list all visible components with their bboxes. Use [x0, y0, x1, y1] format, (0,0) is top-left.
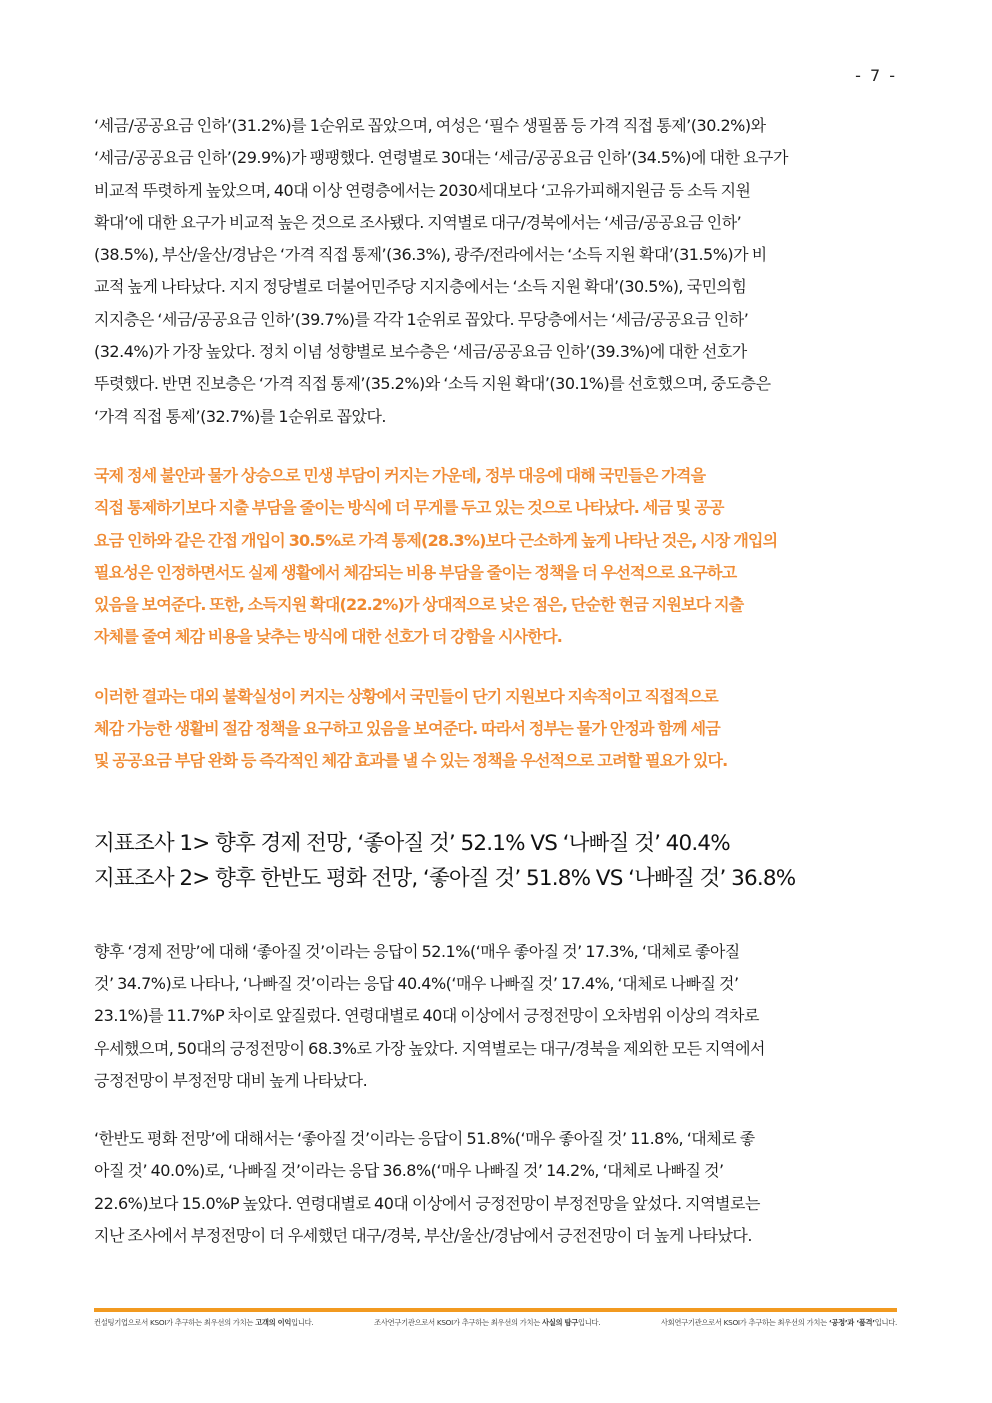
footer-slogan-social: 사회연구기관으로서 KSOI가 추구하는 최우선의 가치는 ‘공정’과 ‘품격’입니다. — [660, 1318, 897, 1327]
page-number: - 7 - — [855, 66, 897, 85]
document-body — [94, 110, 897, 1252]
headline-survey-1: 지표조사 1> 향후 경제 전망, ‘좋아질 것’ 52.1% VS ‘나빠질 것’ 40.4% — [94, 830, 730, 856]
footer-slogan-research: 조사연구기관으로서 KSOI가 추구하는 최우선의 가치는 사실의 탐구입니다. — [374, 1318, 601, 1327]
footer-slogans — [94, 1318, 897, 1328]
survey-headlines — [94, 826, 897, 896]
body-paragraph-peace-outlook: ‘한반도 평화 전망’에 대해서는 ‘좋아질 것’이라는 응답이 51.8%(‘매우 좋아질 것’ 11.8%, ‘대체로 좋 아질 것’ 40.0%)로, ‘나빠질 것’이라는 응답 36.8%(‘매우 나빠질 것’ 14.2%, ‘대체로 나빠질 것’ 22.6%)보다 15.0%P 높았다. 연령대별로 40대 이상에서 긍정전망이 부정전망을 앞섰다. 지역별로는 지난 조사에서 부정전망이 더 우세했던 대구/경북, 부산/울산/경남에서 긍전전망이 더 높게 나타났다. — [94, 1129, 760, 1246]
highlight-paragraph-conclusion: 이러한 결과는 대외 불확실성이 커지는 상황에서 국민들이 단기 지원보다 지속적이고 직접적으로 체감 가능한 생활비 절감 정책을 요구하고 있음을 보여준다. 따라서 정부는 물가 안정과 함께 세금 및 공공요금 부담 완화 등 즉각적인 체감 효과를 낼 수 있는 정책을 우선적으로 고려할 필요가 있다. — [94, 686, 728, 771]
body-paragraph-policy-preference: ‘세금/공공요금 인하’(31.2%)를 1순위로 꼽았으며, 여성은 ‘필수 생필품 등 가격 직접 통제’(30.2%)와 ‘세금/공공요금 인하’(29.9%)가 팽팽했다. 연령별로 30대는 ‘세금/공공요금 인하’(34.5%)에 대한 요구가 비교적 뚜렷하게 높았으며, 40대 이상 연령층에서는 2030세대보다 ‘고유가피해지원금 등 소득 지원 확대’에 대한 요구가 비교적 높은 것으로 조사됐다. 지역별로 대구/경북에서는 ‘세금/공공요금 인하’ (38.5%), 부산/울산/경남은 ‘가격 직접 통제’(36.3%), 광주/전라에서는 ‘소득 지원 확대’(31.5%)가 비 교적 높게 나타났다. 지지 정당별로 더불어민주당 지지층에서는 ‘소득 지원 확대’(30.5%), 국민의힘 지지층은 ‘세금/공공요금 인하’(39.7%)를 각각 1순위로 꼽았다. 무당층에서는 ‘세금/공공요금 인하’ (32.4%)가 가장 높았다. 정치 이념 성향별로 보수층은 ‘세금/공공요금 인하’(39.3%)에 대한 선호가 뚜렷했다. 반면 진보층은 ‘가격 직접 통제’(35.2%)와 ‘소득 지원 확대’(30.1%)를 선호했으며, 중도층은 ‘가격 직접 통제’(32.7%)를 1순위로 꼽았다. — [94, 116, 788, 426]
headline-survey-2: 지표조사 2> 향후 한반도 평화 전망, ‘좋아질 것’ 51.8% VS ‘나빠질 것’ 36.8% — [94, 865, 796, 891]
footer-rule — [94, 1308, 897, 1312]
footer-slogan-consulting: 컨설팅기업으로서 KSOI가 추구하는 최우선의 가치는 고객의 이익입니다. — [94, 1318, 314, 1327]
highlight-paragraph-analysis: 국제 정세 불안과 물가 상승으로 민생 부담이 커지는 가운데, 정부 대응에 대해 국민들은 가격을 직접 통제하기보다 지출 부담을 줄이는 방식에 더 무게를 두고 있는 것으로 나타났다. 세금 및 공공 요금 인하와 같은 간접 개입이 30.5%로 가격 통제(28.3%)보다 근소하게 높게 나타난 것은, 시장 개입의 필요성은 인정하면서도 실제 생활에서 체감되는 비용 부담을 줄이는 정책을 더 우선적으로 요구하고 있음을 보여준다. 또한, 소득지원 확대(22.2%)가 상대적으로 낮은 점은, 단순한 현금 지원보다 지출 자체를 줄여 체감 비용을 낮추는 방식에 대한 선호가 더 강함을 시사한다. — [94, 465, 778, 647]
body-paragraph-economy-outlook: 향후 ‘경제 전망’에 대해 ‘좋아질 것’이라는 응답이 52.1%(‘매우 좋아질 것’ 17.3%, ‘대체로 좋아질 것’ 34.7%)로 나타나, ‘나빠질 것’이라는 응답 40.4%(‘매우 나빠질 것’ 17.4%, ‘대체로 나빠질 것’ 23.1%)를 11.7%P 차이로 앞질렀다. 연령대별로 40대 이상에서 긍정전망이 오차범위 이상의 격차로 우세했으며, 50대의 긍정전망이 68.3%로 가장 높았다. 지역별로는 대구/경북을 제외한 모든 지역에서 긍정전망이 부정전망 대비 높게 나타났다. — [94, 941, 765, 1090]
